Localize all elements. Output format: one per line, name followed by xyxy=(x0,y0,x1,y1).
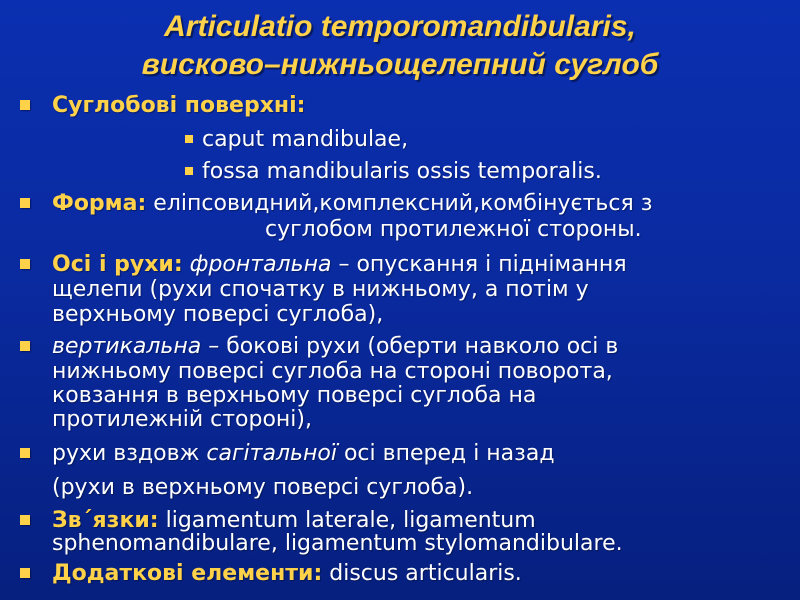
surfaces-heading xyxy=(52,94,305,118)
frontal-text-1: – опускання і піднімання xyxy=(331,252,627,277)
sub-bullet-marker xyxy=(185,167,193,175)
form-label: Форма: xyxy=(52,191,147,216)
vertical-text-1: – бокові рухи (оберти навколо осі в xyxy=(201,334,619,359)
surface-item-2: fossa mandibularis ossis temporalis. xyxy=(202,159,602,184)
vertical-text-4: протилежній стороні), xyxy=(52,407,312,432)
axes-line-1 xyxy=(52,253,627,277)
ligaments-text-1: ligamentum laterale, ligamentum xyxy=(158,508,536,533)
extra-text: discus articularis. xyxy=(322,561,522,586)
vertical-line-1 xyxy=(52,335,618,359)
sagittal-pre: рухи вздовж xyxy=(52,441,207,466)
form-text-1: еліпсовидний,комплексний,комбінується з xyxy=(146,191,653,216)
frontal-text-2: щелепи (рухи спочатку в нижньому, а потім у xyxy=(52,277,589,302)
frontal-term: фронтальна xyxy=(189,252,332,277)
bullet-marker xyxy=(20,515,30,525)
ligaments-line-1 xyxy=(52,509,536,533)
sagittal-post: осі вперед і назад xyxy=(336,441,555,466)
title-line-2: вискoво–нижньощелепний суглоб xyxy=(141,48,659,81)
surface-item-1: caput mandibulae, xyxy=(202,127,409,152)
frontal-text-3: верхньому поверсі суглоба), xyxy=(52,302,384,327)
title-line-1: Articulatio temporomandibularis, xyxy=(164,10,636,43)
sagittal-text-2: (рухи в верхньому поверсі суглоба). xyxy=(52,475,474,500)
surfaces-label: Суглобові поверхні: xyxy=(52,93,306,118)
vertical-text-3: ковзання в верхньому поверсі суглоба на xyxy=(52,383,537,408)
bullet-marker xyxy=(20,198,30,208)
sagittal-term: сагітальної xyxy=(206,441,337,466)
bullet-marker xyxy=(20,448,30,458)
form-line-1 xyxy=(52,192,652,216)
bullet-marker xyxy=(20,341,30,351)
vertical-text-2: нижньому поверсі суглоба на стороні поворота, xyxy=(52,359,613,384)
form-line-2: суглобом протилежної стороны. xyxy=(265,217,642,242)
vertical-term: вертикальна xyxy=(52,334,202,359)
slide-title xyxy=(0,8,800,84)
axes-label: Осі і рухи: xyxy=(52,252,183,277)
extra-line xyxy=(52,562,522,586)
bullet-marker xyxy=(20,100,30,110)
ligaments-text-2: sphenomandibulare, ligamentum stylomandibulare. xyxy=(52,531,623,556)
sagittal-line-1 xyxy=(52,442,555,466)
bullet-marker xyxy=(20,259,30,269)
extra-label: Додаткові елементи: xyxy=(52,561,323,586)
sub-bullet-marker xyxy=(185,135,193,143)
bullet-marker xyxy=(20,568,30,578)
ligaments-label: Зв´язки: xyxy=(52,508,159,533)
